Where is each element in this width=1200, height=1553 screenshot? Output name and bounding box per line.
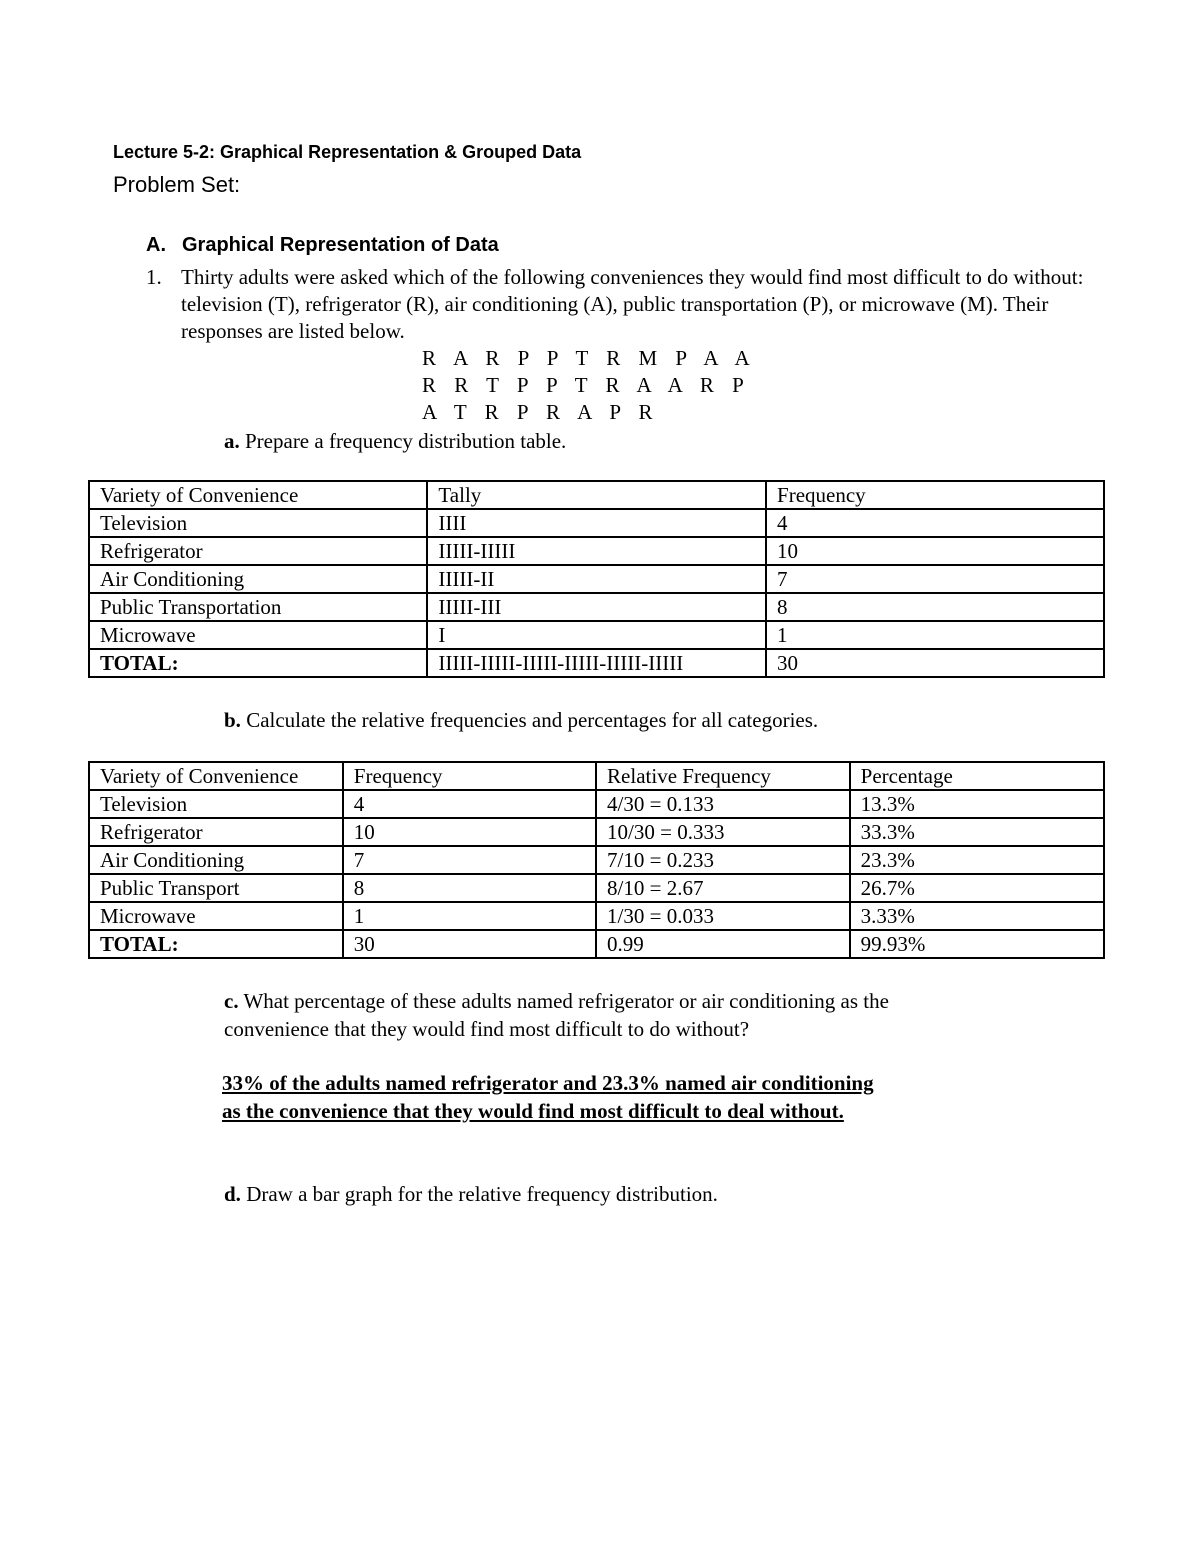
table-header-row	[89, 481, 1104, 509]
frequency-distribution-table	[88, 480, 1105, 678]
table-cell: 8	[343, 874, 596, 902]
table-cell: Microwave	[89, 621, 427, 649]
header-cell: Variety of Convenience	[89, 762, 343, 790]
table-cell: 33.3%	[850, 818, 1104, 846]
section-a-label: A.	[146, 234, 166, 256]
table-cell: IIII	[427, 509, 766, 537]
part-c-answer-line-1: 33% of the adults named refrigerator and 23.3% named air conditioning	[222, 1071, 874, 1095]
table-cell: 99.93%	[850, 930, 1104, 958]
table-row	[89, 846, 1104, 874]
table-cell: 1	[343, 902, 596, 930]
table-cell: Air Conditioning	[89, 846, 343, 874]
table-cell: IIIII-III	[427, 593, 766, 621]
section-a-title: Graphical Representation of Data	[182, 234, 499, 256]
table-cell: 8/10 = 2.67	[596, 874, 850, 902]
table-row	[89, 818, 1104, 846]
responses-line-2: R R T P P T R A A R P	[422, 373, 751, 397]
table-cell: 23.3%	[850, 846, 1104, 874]
part-c-text: What percentage of these adults named refrigerator or air conditioning as the convenience that they would find most difficult to do without?	[224, 989, 889, 1041]
part-a-label: a.	[224, 429, 240, 453]
table-total-row	[89, 649, 1104, 677]
question-1-text: Thirty adults were asked which of the following conveniences they would find most difficult to do without: television (T), refrigerator (R), air conditioning (A), public transportation (P), or microwave (M). Their responses are listed below.	[181, 265, 1084, 343]
part-a-prompt	[224, 427, 566, 455]
table-cell: Television	[89, 790, 343, 818]
header-cell: Tally	[427, 481, 766, 509]
table-cell: I	[427, 621, 766, 649]
part-c-prompt	[224, 987, 984, 1043]
part-c-label: c.	[224, 989, 239, 1013]
table-cell: 0.99	[596, 930, 850, 958]
question-1-number: 1.	[146, 265, 162, 289]
table-cell: 3.33%	[850, 902, 1104, 930]
table-cell: Refrigerator	[89, 818, 343, 846]
table-cell: IIIII-IIIII-IIIII-IIIII-IIIII-IIIII	[427, 649, 766, 677]
part-b-prompt	[224, 706, 818, 734]
header-cell: Percentage	[850, 762, 1104, 790]
table-cell: 13.3%	[850, 790, 1104, 818]
table-cell: 1/30 = 0.033	[596, 902, 850, 930]
table-row	[89, 593, 1104, 621]
header-cell: Relative Frequency	[596, 762, 850, 790]
table-row	[89, 565, 1104, 593]
question-1	[146, 264, 1096, 345]
section-a-heading	[146, 234, 499, 257]
table-cell: 10	[766, 537, 1104, 565]
table-row	[89, 902, 1104, 930]
table-cell: Air Conditioning	[89, 565, 427, 593]
table-cell: Refrigerator	[89, 537, 427, 565]
table-cell: 8	[766, 593, 1104, 621]
relative-frequency-table	[88, 761, 1105, 959]
table-cell: Microwave	[89, 902, 343, 930]
header-cell: Variety of Convenience	[89, 481, 427, 509]
table-cell: IIIII-IIIII	[427, 537, 766, 565]
header-cell: Frequency	[343, 762, 596, 790]
table-cell: 30	[343, 930, 596, 958]
header-cell: Frequency	[766, 481, 1104, 509]
part-a-text: Prepare a frequency distribution table.	[245, 429, 567, 453]
table-cell: Public Transportation	[89, 593, 427, 621]
table-cell: 4/30 = 0.133	[596, 790, 850, 818]
table-row	[89, 537, 1104, 565]
part-d-label: d.	[224, 1182, 241, 1206]
responses-line-3: A T R P R A P R	[422, 400, 659, 424]
table-cell: 7/10 = 0.233	[596, 846, 850, 874]
total-label: TOTAL:	[89, 930, 343, 958]
table-header-row	[89, 762, 1104, 790]
table-row	[89, 509, 1104, 537]
table-cell: 7	[343, 846, 596, 874]
table-cell: Public Transport	[89, 874, 343, 902]
table-row	[89, 874, 1104, 902]
table-cell: 7	[766, 565, 1104, 593]
table-row	[89, 621, 1104, 649]
part-c-answer-line-2: as the convenience that they would find most difficult to deal without.	[222, 1099, 844, 1123]
part-c-answer	[222, 1069, 874, 1125]
table-cell: 30	[766, 649, 1104, 677]
part-d-prompt	[224, 1180, 718, 1208]
part-d-text: Draw a bar graph for the relative frequency distribution.	[246, 1182, 718, 1206]
part-b-text: Calculate the relative frequencies and percentages for all categories.	[246, 708, 819, 732]
table-total-row	[89, 930, 1104, 958]
table-cell: 26.7%	[850, 874, 1104, 902]
part-b-label: b.	[224, 708, 241, 732]
lecture-title: Lecture 5-2: Graphical Representation & Grouped Data	[113, 142, 582, 162]
table-cell: 1	[766, 621, 1104, 649]
table-cell: 4	[343, 790, 596, 818]
table-cell: 10	[343, 818, 596, 846]
responses-line-1: R A R P P T R M P A A	[422, 346, 757, 370]
table-cell: 4	[766, 509, 1104, 537]
table-cell: 10/30 = 0.333	[596, 818, 850, 846]
table-row	[89, 790, 1104, 818]
table-cell: IIIII-II	[427, 565, 766, 593]
total-label: TOTAL:	[89, 649, 427, 677]
table-cell: Television	[89, 509, 427, 537]
problem-set-heading: Problem Set:	[113, 172, 241, 197]
